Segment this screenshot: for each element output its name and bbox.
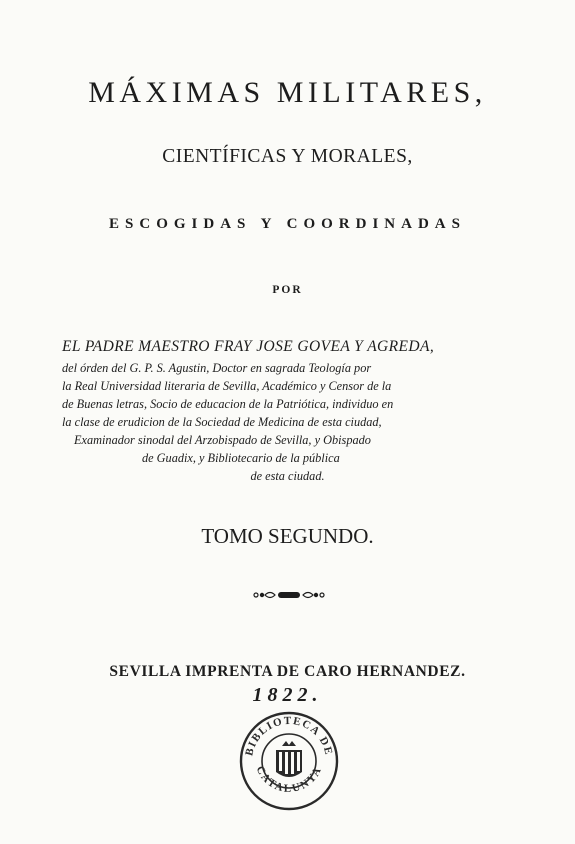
author-credentials-line: Examinador sinodal del Arzobispado de Sevilla, y Obispado	[74, 433, 371, 447]
book-subtitle-selected: ESCOGIDAS Y COORDINADAS	[109, 216, 466, 232]
author-credentials-line: del órden del G. P. S. Agustin, Doctor en sagrada Teología por	[62, 361, 372, 375]
svg-text:BIBLIOTECA DE: BIBLIOTECA DE	[243, 714, 335, 758]
author-credentials-line: de Guadix, y Bibliotecario de la pública	[142, 451, 340, 465]
volume-label: TOMO SEGUNDO.	[201, 524, 374, 548]
imprint-line: SEVILLA IMPRENTA DE CARO HERNANDEZ.	[109, 663, 466, 680]
author-credentials-line: de esta ciudad.	[250, 469, 325, 483]
publication-year: 1822.	[252, 684, 323, 706]
fleuron-ornament-icon	[252, 588, 326, 602]
author-credentials-line: la clase de erudicion de la Sociedad de Medicina de esta ciudad,	[62, 415, 382, 429]
by-label: POR	[272, 284, 303, 296]
svg-text:CATALUNYA: CATALUNYA	[253, 764, 325, 795]
author-credentials-line: la Real Universidad literaria de Sevilla, Académico y Censor de la	[62, 379, 392, 393]
book-title: MÁXIMAS MILITARES,	[88, 76, 487, 109]
author-name: EL PADRE MAESTRO FRAY JOSE GOVEA Y AGREDA,	[62, 338, 435, 355]
library-stamp-icon	[238, 710, 340, 812]
author-credentials-line: de Buenas letras, Socio de educacion de la Patriótica, individuo en	[62, 397, 394, 411]
book-subtitle: CIENTÍFICAS Y MORALES,	[162, 146, 413, 167]
